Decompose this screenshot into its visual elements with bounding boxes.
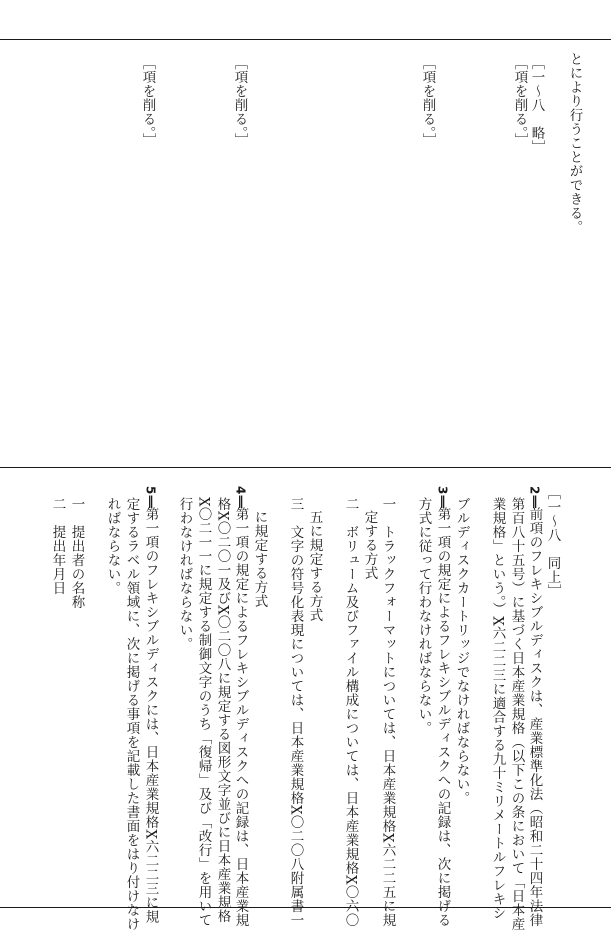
para-4-line-3: X〇二一一に規定する制御文字のうち「復帰」及び「改行」を用いて [195, 497, 212, 928]
para-2-line-3: 業規格」という。）X六二二三に適合する九十ミリメートルフレキシ [489, 497, 506, 921]
para-3-item-2-line-1: 二 ボリューム及びファイル構成については、日本産業規格X〇六〇 [342, 497, 359, 928]
para-5-number: 5‖ [143, 486, 158, 508]
para-4-number: 4‖ [233, 486, 248, 508]
para-3-item-1-line-2: 定する方式 [361, 510, 378, 580]
para-2-number: 2‖ [527, 486, 542, 508]
upper-deleted-item-4: ［項を削る。］ [139, 56, 156, 148]
top-rule [0, 39, 611, 40]
upper-omitted-1-8: ［一～八 略］ [528, 56, 545, 154]
upper-line-1: とにより行うことができる。 [566, 52, 583, 234]
upper-deleted-item-2: ［項を削る。］ [419, 56, 436, 148]
para-3-item-1-line-1: 一 トラックフォーマットについては、日本産業規格X六二二五に規 [379, 497, 396, 928]
para-5-item-1: 一 提出者の名称 [68, 497, 85, 609]
para-2-line-1: 2‖前項のフレキシブルディスクは、産業標準化法（昭和二十四年法律 [526, 486, 543, 928]
para-4-line-1: 4‖第一項の規定によるフレキシブルディスクへの記録は、日本産業規 [232, 486, 249, 928]
middle-rule [0, 467, 611, 468]
para-3-number: 3‖ [435, 486, 450, 508]
upper-deleted-item-3: ［項を削る。］ [231, 56, 248, 148]
para-3-line-2: 方式に従って行わなければならない。 [415, 497, 432, 735]
para-2-line-2: 第百八十五号）に基づく日本産業規格（以下この条において「日本産 [508, 497, 525, 931]
para-3-line-1: 3‖第一項の規定によるフレキシブルディスクへの記録は、次に掲げる [434, 486, 451, 928]
para-5-item-2: 二 提出年月日 [49, 497, 66, 595]
lower-heading: ［一～八 同上］ [544, 486, 561, 598]
para-3-item-2-line-2: 五に規定する方式 [306, 510, 323, 622]
para-3-item-3-line-1: 三 文字の符号化表現については、日本産業規格X〇二〇八附属書一 [287, 497, 304, 928]
para-5-line-1: 5‖第一項のフレキシブルディスクには、日本産業規格X六二二三に規 [142, 486, 159, 924]
para-4-line-4: 行わなければならない。 [176, 497, 193, 651]
para-3-item-3-line-2: に規定する方式 [251, 510, 268, 608]
para-5-line-3: ればならない。 [104, 497, 121, 595]
upper-deleted-item-1: ［項を削る。］ [511, 56, 528, 148]
para-2-line-4: ブルディスクカートリッジでなければならない。 [453, 497, 470, 805]
para-4-line-2: 格X〇二〇一及びX〇二〇八に規定する図形文字並びに日本産業規格 [214, 497, 231, 924]
para-5-line-2: 定するラベル領域に、次に掲げる事項を記載した書面をはり付けなけ [123, 497, 140, 931]
